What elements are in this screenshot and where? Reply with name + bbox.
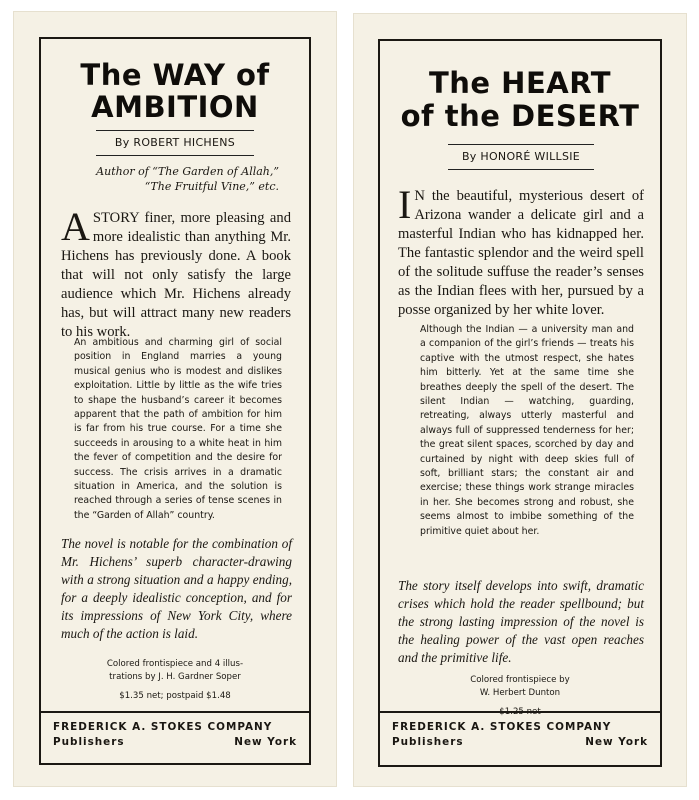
lead-text: STORY finer, more pleasing and more idealistic than anything Mr. Hichens has previously done. A book that will not only satisfy the large audience which Mr. Hichens already has, but will attract many new readers to his work.	[61, 210, 291, 340]
author-note	[59, 164, 279, 194]
publisher-bar	[380, 711, 660, 767]
author-note-line: “The Fruitful Vine,” etc.	[144, 180, 279, 193]
synopsis-paragraph: An ambitious and charming girl of social position in England marries a young musical genius who is modest and dislikes exploitation. Little by little as the wife tries to shape the husband’s career it becomes apparent that the path of ambition for him is far from his true course. For a time she succeeds in arousing to a white heat in him the fever of competition and the desire for success. The crisis arrives in a dramatic situation in America, and the solution is reached through a series of tense scenes in the “Garden of Allah” country.	[74, 337, 282, 521]
credit-line: Colored frontispiece and 4 illus-	[106, 659, 244, 669]
lead-paragraph	[61, 204, 291, 342]
price: $1.35 net; postpaid $1.48	[119, 691, 231, 701]
price: $1.25 net	[499, 707, 541, 717]
drop-cap: I	[398, 182, 412, 227]
publisher-role: Publishers	[53, 736, 125, 748]
credit-line: Colored frontispiece by	[470, 675, 570, 685]
publisher-name: FREDERICK A. STOKES COMPANY	[392, 721, 612, 733]
author-note-line: Author of “The Garden of Allah,”	[96, 165, 279, 178]
title-line: AMBITION	[91, 90, 259, 124]
title-line: The WAY of	[80, 58, 270, 92]
credit-line: trations by J. H. Gardner Soper	[109, 672, 241, 682]
drop-cap: A	[61, 204, 90, 249]
publisher-name: FREDERICK A. STOKES COMPANY	[53, 721, 273, 733]
closing-paragraph: The story itself develops into swift, dramatic crises which hold the reader spellbound; but the strong lasting impression of the novel is the healing power of the vast open reaches and the primitive life.	[398, 578, 644, 665]
byline: By HONORÉ WILLSIE	[448, 144, 594, 170]
book-title	[380, 67, 660, 133]
illustration-credit	[41, 658, 309, 703]
title-line: of the DESERT	[400, 99, 640, 133]
lead-text: N the beautiful, mysterious desert of Arizona wander a delicate girl and a masterful Indian who has kidnapped her. The fantastic splendor and the weird spell of the solitude suffuse the reader’s senses as the Indian flees with her, pursued by a posse organized by her white lover.	[398, 188, 644, 318]
publisher-city: New York	[585, 736, 648, 748]
closing-paragraph: The novel is notable for the combination of Mr. Hichens’ superb character-drawing with a strong situation and a happy ending, for a deeply idealistic conception, and for its impressions of New York City, where much of the action is laid.	[61, 536, 292, 641]
book-title	[41, 59, 309, 123]
card-border	[39, 37, 311, 765]
byline: By ROBERT HICHENS	[96, 130, 254, 156]
publisher-city: New York	[234, 736, 297, 748]
publisher-bar	[41, 711, 309, 765]
title-line: The HEART	[428, 66, 612, 100]
card-border	[378, 39, 662, 767]
publisher-role: Publishers	[392, 736, 464, 748]
lead-paragraph	[398, 182, 644, 320]
credit-line: W. Herbert Dunton	[479, 688, 561, 698]
book-card-way-of-ambition	[14, 12, 336, 786]
synopsis-paragraph: Although the Indian — a university man and a companion of the girl’s friends — treats his captive with the utmost respect, she hates him bitterly. Yet at the same time she breathes deeply the spell of the desert. The silent Indian — watching, guarding, retreating, always utterly masterful and always full of suppressed tenderness for her; the great silent spaces, scorched by day and curtained by night with deep skies full of soft, brilliant stars; the constant air and exercise; these things work strange miracles in her. She becomes strong and robust, she seems almost to imbibe something of the primitive quiet about her.	[420, 324, 634, 537]
book-card-heart-of-the-desert	[354, 14, 686, 786]
